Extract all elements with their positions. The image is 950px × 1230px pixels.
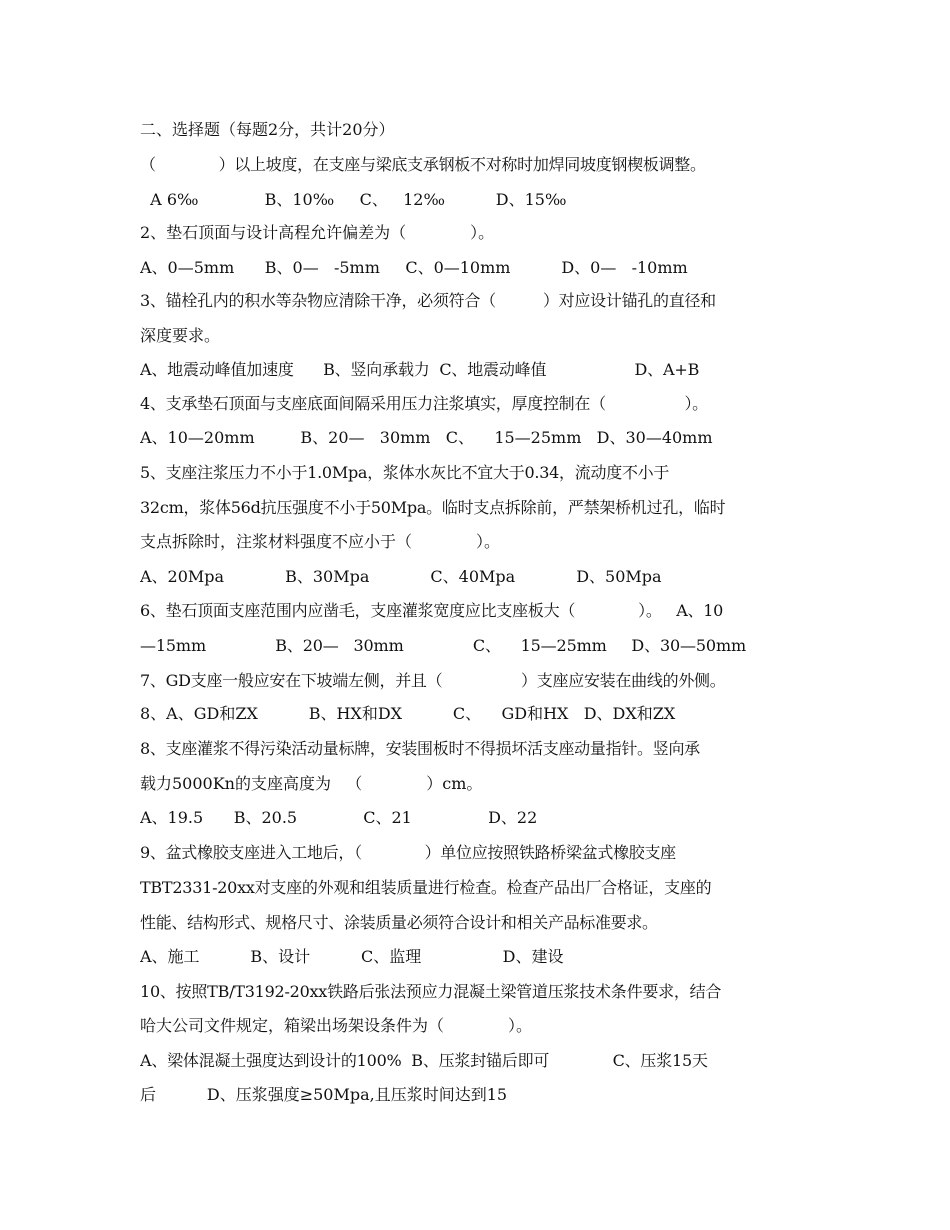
question-2-options: A、0—5mm B、0— -5mm C、0—10mm D、0— -10mm: [140, 258, 688, 277]
question-8-line-2: 载力5000Kn的支座高度为 （ ）cm。: [140, 774, 483, 793]
question-4: 4、支承垫石顶面与支座底面间隔采用压力注浆填实，厚度控制在（ ）。: [140, 394, 708, 413]
question-3-line-2: 深度要求。: [140, 326, 221, 345]
question-10-line-2: 哈大公司文件规定，箱梁出场架设条件为（ ）。: [140, 1016, 533, 1035]
question-5-options: A、20Mpa B、30Mpa C、40Mpa D、50Mpa: [140, 567, 662, 586]
question-5-line-1: 5、支座注浆压力不小于1.0Mpa，浆体水灰比不宜大于0.34，流动度不小于: [140, 463, 670, 482]
question-5-line-3: 支点拆除时，注浆材料强度不应小于（ ）。: [140, 532, 501, 551]
question-10-line-1: 10、按照TB/T3192-20xx铁路后张法预应力混凝土梁管道压浆技术条件要求，结合: [140, 982, 722, 1001]
question-10-options-line-1: A、梁体混凝土强度达到设计的100% B、压浆封锚后即可 C、压浆15天: [140, 1051, 708, 1070]
question-9-line-2: TBT2331-20xx对支座的外观和组装质量进行检查。检查产品出厂合格证，支座的: [140, 878, 712, 897]
question-7: 7、GD支座一般应安在下坡端左侧，并且（ ）支座应安装在曲线的外侧。: [140, 671, 726, 690]
question-1: （ ）以上坡度，在支座与梁底支承钢板不对称时加焊同坡度钢楔板调整。: [140, 155, 706, 174]
question-10-options-line-2: 后 D、压浆强度≥50Mpa,且压浆时间达到15: [140, 1085, 508, 1104]
question-5-line-2: 32cm，浆体56d抗压强度不小于50Mpa。临时支点拆除前，严禁架桥机过孔，临时: [140, 498, 726, 517]
question-1-options: A 6‰ B、10‰ C、 12‰ D、15‰: [140, 190, 567, 209]
question-9-line-1: 9、盆式橡胶支座进入工地后，（ ）单位应按照铁路桥梁盆式橡胶支座: [140, 843, 676, 862]
question-6-line-2: —15mm B、20— 30mm C、 15—25mm D、30—50mm: [140, 636, 747, 655]
question-4-options: A、10—20mm B、20— 30mm C、 15—25mm D、30—40mm: [140, 428, 713, 447]
question-9-line-3: 性能、结构形式、规格尺寸、涂装质量必须符合设计和相关产品标准要求。: [140, 913, 658, 932]
question-2: 2、垫石顶面与设计高程允许偏差为（ ）。: [140, 223, 495, 242]
question-7-options: 8、A、GD和ZX B、HX和DX C、 GD和HX D、DX和ZX: [140, 704, 676, 723]
question-8-options: A、19.5 B、20.5 C、21 D、22: [140, 808, 538, 827]
question-6-line-1: 6、垫石顶面支座范围内应凿毛，支座灌浆宽度应比支座板大（ ）。 A、10: [140, 601, 724, 620]
question-3-line-1: 3、锚栓孔内的积水等杂物应清除干净，必须符合（ ）对应设计锚孔的直径和: [140, 291, 716, 310]
section-heading: 二、选择题（每题2分，共计20分）: [140, 120, 395, 139]
question-9-options: A、施工 B、设计 C、监理 D、建设: [140, 947, 564, 966]
question-3-options: A、地震动峰值加速度 B、竖向承载力 C、地震动峰值 D、A+B: [140, 360, 700, 379]
question-8-line-1: 8、支座灌浆不得污染活动量标牌，安装围板时不得损坏活支座动量指针。竖向承: [140, 739, 700, 758]
